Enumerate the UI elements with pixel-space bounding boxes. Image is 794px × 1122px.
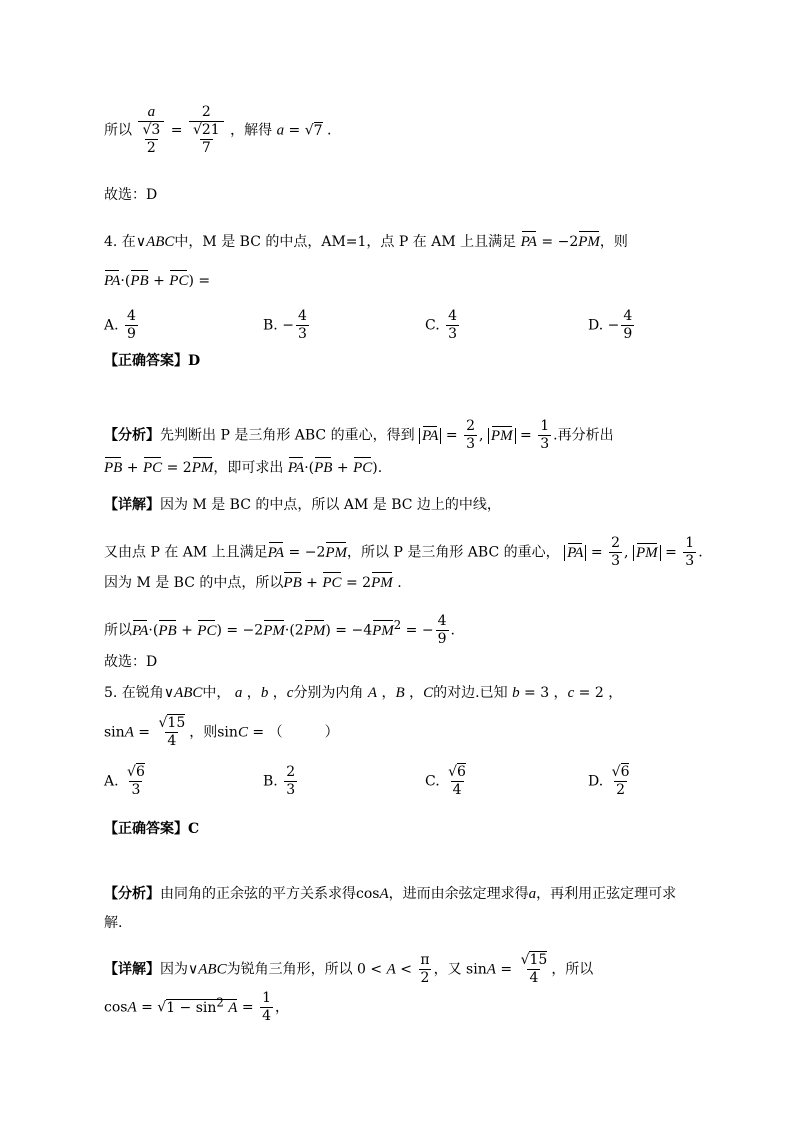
text: 所以	[104, 122, 132, 139]
q4-analysis: 【分析】先判断出 P 是三角形 ABC 的重心，得到 PA = $\frac{2}{3}$ , PM = $\frac{1}{3}$ .再分析出	[104, 418, 614, 452]
q4-option-a[interactable]: A. $\frac{4}{9}$	[104, 308, 136, 342]
q4-expression: PA·(PB + PC) =	[104, 273, 211, 289]
q5-answer: 【正确答案】C	[104, 821, 200, 837]
q4-stem: 4. 在∨ABC中，M 是 BC 的中点，AM=1，点 P 在 AM 上且满足 PA = −2PM，则	[104, 234, 628, 250]
q4-detail-3: 因为 M 是 BC 的中点，所以PB + PC = 2PM .	[104, 575, 402, 591]
fraction: $\frac{2}{\frac{√21}{7}}$	[189, 104, 224, 157]
q5-option-b[interactable]: B. $\frac{2}{3}$	[263, 764, 296, 798]
q5-stem: 5. 在锐角∨ABC中， a ，b ，c分别为内角 A ，B ，C的对边.已知 b = 3 ，c = 2 ，	[104, 685, 623, 701]
q4-detail-2: 又由点 P 在 AM 上且满足PA = −2PM，所以 P 是三角形 ABC 的重心， PA = $\frac{2}{3}$ , PM = $\frac{1}{3}$ .	[104, 535, 703, 569]
prev-solution-line: 所以 $\frac{a}{\frac{√3}{2}}$ = $\frac{2}{\frac{√21}{7}}$ ，解得 a = √7 .	[104, 104, 332, 156]
text: ，解得	[230, 122, 273, 139]
q4-choose: 故选：D	[104, 654, 158, 670]
q5-option-c[interactable]: C. $\frac{√6}{4}$	[425, 764, 466, 798]
q5-analysis: 【分析】由同角的正余弦的平方关系求得cosA，进而由余弦定理求得a，再利用正弦定理可求	[104, 886, 677, 902]
q4-option-b[interactable]: B. − $\frac{4}{3}$	[263, 308, 307, 342]
q4-answer: 【正确答案】D	[104, 353, 201, 369]
prev-answer: 故选：D	[104, 187, 158, 203]
q5-detail-2: $\cos A = √1 - \sin^2 A$ = $\frac{1}{4}$ ，	[104, 990, 290, 1024]
q4-analysis-2: PB + PC = 2PM，即可求出 PA·(PB + PC).	[104, 460, 383, 476]
q4-detail-4: 所以$PA\cdot(PB + PC) = -2PM\cdot(2PM) = -4PM^2$ = − $\frac{4}{9}$ .	[104, 613, 455, 647]
q5-option-a[interactable]: A. $\frac{√6}{3}$	[104, 764, 145, 798]
q5-analysis-2: 解.	[104, 915, 123, 931]
q4-option-d[interactable]: D. − $\frac{4}{9}$	[588, 308, 633, 342]
fraction: $\frac{a}{\frac{√3}{2}}$	[138, 104, 164, 157]
q5-stem-2: sinA = $\frac{√15}{4}$ ，则sinC = （ ）	[104, 715, 339, 749]
q5-option-d[interactable]: D. $\frac{√6}{2}$	[588, 764, 630, 798]
q5-detail-1: 【详解】因为∨ABC为锐角三角形，所以 0 < A < $\frac{\pi}{2}$ ，又 sinA = $\frac{√15}{4}$ ，所以	[104, 952, 594, 986]
q4-detail-1: 【详解】因为 M 是 BC 的中点，所以 AM 是 BC 边上的中线，	[104, 497, 501, 513]
q4-option-c[interactable]: C. $\frac{4}{3}$	[425, 308, 458, 342]
